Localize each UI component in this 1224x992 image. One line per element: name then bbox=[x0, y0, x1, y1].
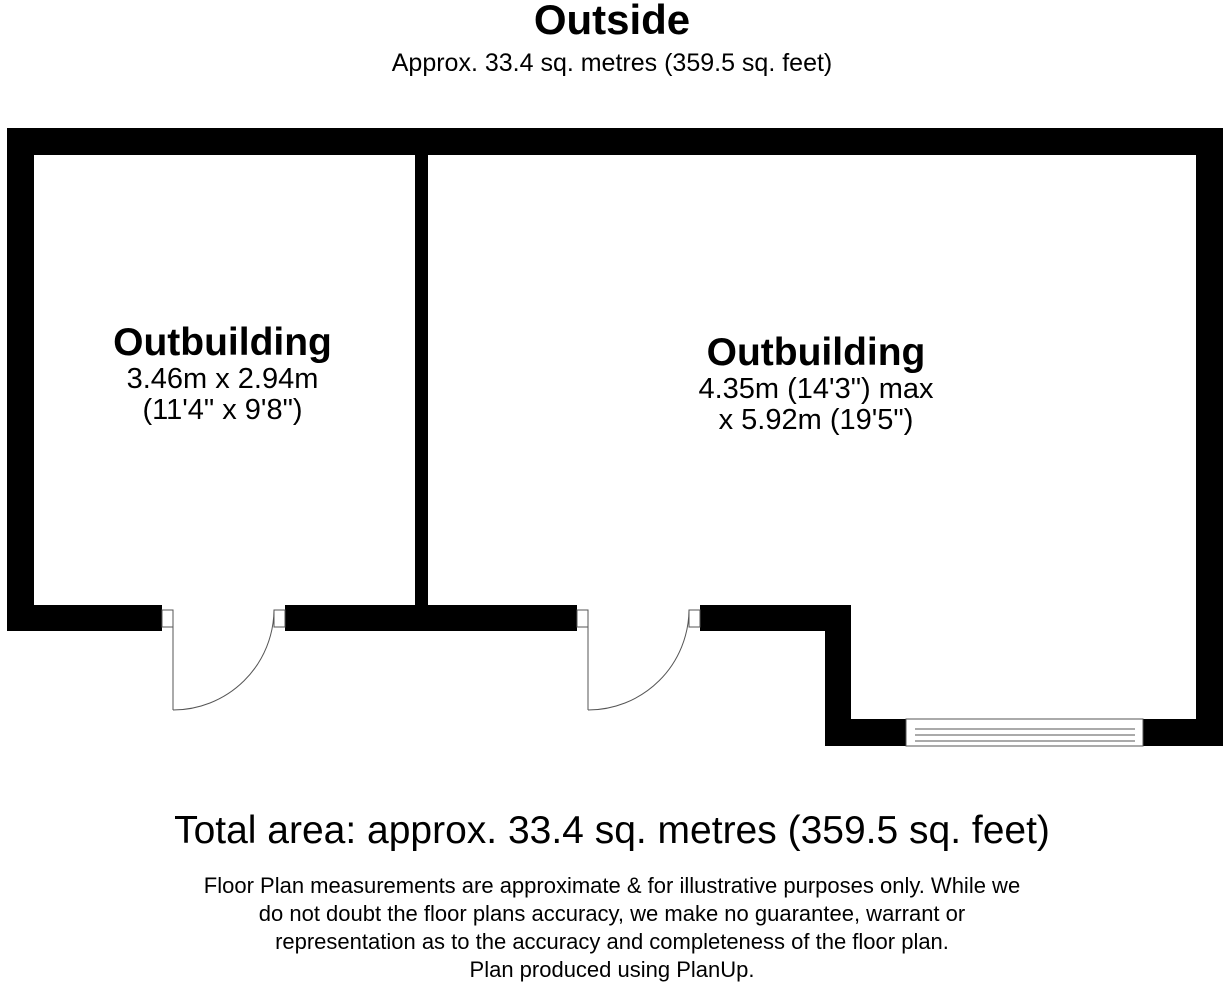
floor-title: Outside bbox=[533, 0, 691, 43]
door-left bbox=[162, 610, 285, 710]
room-label-left bbox=[60, 322, 385, 426]
floor-area-subtitle: Approx. 33.4 sq. metres (359.5 sq. feet) bbox=[391, 49, 833, 77]
walls bbox=[7, 128, 1223, 746]
wall-bottom-lower-a bbox=[825, 719, 906, 746]
wall-partition bbox=[415, 128, 428, 631]
wall-bottom-lower-b bbox=[1143, 719, 1223, 746]
disclaimer-line: do not doubt the floor plans accuracy, we make no guarantee, warrant or bbox=[258, 901, 966, 926]
window bbox=[906, 719, 1143, 746]
disclaimer bbox=[0, 872, 1224, 984]
wall-right bbox=[1196, 128, 1223, 746]
wall-bottom-left-a bbox=[7, 605, 162, 631]
room-label-right bbox=[616, 332, 1016, 436]
room-name: Outbuilding bbox=[113, 321, 332, 364]
wall-bottom-left-b bbox=[285, 605, 577, 631]
door-right bbox=[577, 610, 700, 710]
room-dimension-length: x 5.92m (19'5") bbox=[718, 404, 914, 436]
total-area: Total area: approx. 33.4 sq. metres (359.5 sq. feet) bbox=[174, 809, 1050, 852]
room-dimension: 3.46m x 2.94m bbox=[126, 363, 319, 395]
wall-top bbox=[7, 128, 1223, 155]
disclaimer-line: Floor Plan measurements are approximate & for illustrative purposes only. While we bbox=[203, 873, 1021, 898]
room-dimension-imperial: (11'4" x 9'8") bbox=[142, 394, 303, 426]
room-dimension: 4.35m (14'3") max bbox=[698, 373, 934, 405]
wall-left bbox=[7, 128, 34, 631]
disclaimer-line: representation as to the accuracy and completeness of the floor plan. bbox=[275, 929, 949, 954]
room-name: Outbuilding bbox=[706, 331, 926, 374]
disclaimer-line: Plan produced using PlanUp. bbox=[469, 957, 755, 982]
